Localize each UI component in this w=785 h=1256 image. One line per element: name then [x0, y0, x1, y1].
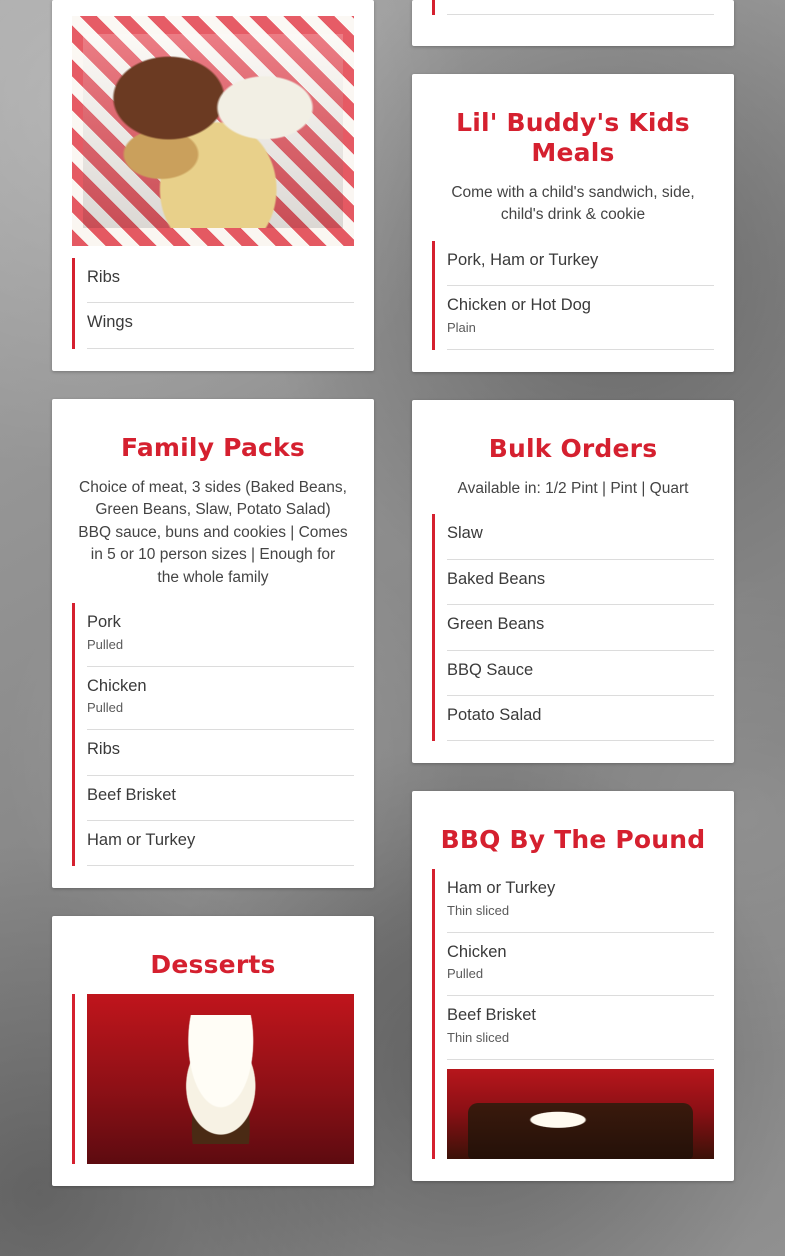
- item-name: Wings: [87, 313, 133, 332]
- menu-card-family-packs: [52, 399, 374, 889]
- list-item[interactable]: [447, 560, 714, 605]
- plate-graphic: [83, 34, 342, 227]
- item-name: BBQ Sauce: [447, 660, 534, 679]
- list-item[interactable]: [87, 821, 354, 866]
- list-item[interactable]: [87, 603, 354, 666]
- item-list: [432, 514, 714, 741]
- item-list: [72, 258, 354, 349]
- item-name: Ham or Turkey: [447, 879, 556, 898]
- page-title: Bulk Orders: [488, 433, 658, 463]
- left-column: [52, 0, 374, 1214]
- menu-card-ribs-wings: [52, 0, 374, 371]
- list-item[interactable]: [87, 303, 354, 348]
- item-sublabel: Thin sliced: [447, 1029, 510, 1045]
- photo-wrap: [72, 16, 354, 246]
- menu-card-desserts: [52, 916, 374, 1186]
- section-description: Come with a child's sandwich, side, child's drink & cookie: [451, 184, 695, 224]
- menu-card-top-partial: [412, 0, 734, 46]
- item-name: Chicken or Hot Dog: [447, 296, 591, 315]
- list-item[interactable]: [87, 667, 354, 730]
- item-name: Ham or Turkey: [87, 830, 196, 849]
- list-item[interactable]: [447, 933, 714, 996]
- menu-card-bulk-orders: [412, 400, 734, 764]
- list-item[interactable]: [447, 869, 714, 932]
- list-item[interactable]: [447, 996, 714, 1059]
- item-list: [432, 869, 714, 1158]
- item-sublabel: Pulled: [87, 636, 124, 652]
- item-name: Chicken: [87, 676, 147, 695]
- brownie-graphic: [468, 1103, 692, 1159]
- list-item-photo: [447, 1060, 714, 1159]
- page-title: BBQ By The Pound: [440, 825, 706, 855]
- item-name: Beef Brisket: [87, 785, 176, 804]
- page-title: Lil' Buddy's Kids Meals: [456, 108, 690, 167]
- item-name: Potato Salad: [447, 706, 542, 725]
- brownie-photo: [447, 1069, 714, 1159]
- item-name: Pork: [87, 613, 121, 632]
- list-item[interactable]: [447, 286, 714, 349]
- item-name: Chicken: [447, 942, 507, 961]
- menu-card-bbq-by-the-pound: [412, 791, 734, 1180]
- list-item[interactable]: [87, 258, 354, 303]
- list-item[interactable]: [87, 776, 354, 821]
- list-item[interactable]: [447, 605, 714, 650]
- item-sublabel: Pulled: [87, 700, 124, 716]
- item-list: [72, 603, 354, 866]
- menu-card-kids-meals: [412, 74, 734, 372]
- item-sublabel: Plain: [447, 319, 476, 335]
- item-list: [432, 241, 714, 350]
- ice-cream-swirl-graphic: [170, 1015, 271, 1144]
- page-title: Desserts: [150, 950, 276, 980]
- list-item[interactable]: [87, 730, 354, 775]
- list-item[interactable]: [447, 651, 714, 696]
- ribs-platter-photo: [72, 16, 354, 246]
- right-column: [412, 0, 734, 1209]
- item-name: Green Beans: [447, 615, 545, 634]
- section-description: Choice of meat, 3 sides (Baked Beans, Green Beans, Slaw, Potato Salad) BBQ sauce, buns and cookies | Comes in 5 or 10 person sizes | Enough for the whole family: [78, 478, 348, 586]
- item-name: Pork, Ham or Turkey: [447, 250, 599, 269]
- list-item[interactable]: [447, 696, 714, 741]
- item-name: Baked Beans: [447, 569, 546, 588]
- item-name: Beef Brisket: [447, 1006, 536, 1025]
- list-item[interactable]: [447, 0, 714, 15]
- list-item[interactable]: [447, 241, 714, 286]
- item-sublabel: Pulled: [447, 966, 484, 982]
- item-name: Slaw: [447, 524, 483, 543]
- dessert-sundae-photo: [87, 994, 354, 1164]
- page-title: Family Packs: [121, 432, 305, 462]
- item-name: Ribs: [87, 740, 121, 759]
- item-list: [432, 0, 714, 15]
- list-item[interactable]: [447, 514, 714, 559]
- item-list: [72, 994, 354, 1164]
- section-description: Available in: 1/2 Pint | Pint | Quart: [457, 479, 689, 497]
- item-name: Ribs: [87, 268, 121, 286]
- item-sublabel: Thin sliced: [447, 902, 510, 918]
